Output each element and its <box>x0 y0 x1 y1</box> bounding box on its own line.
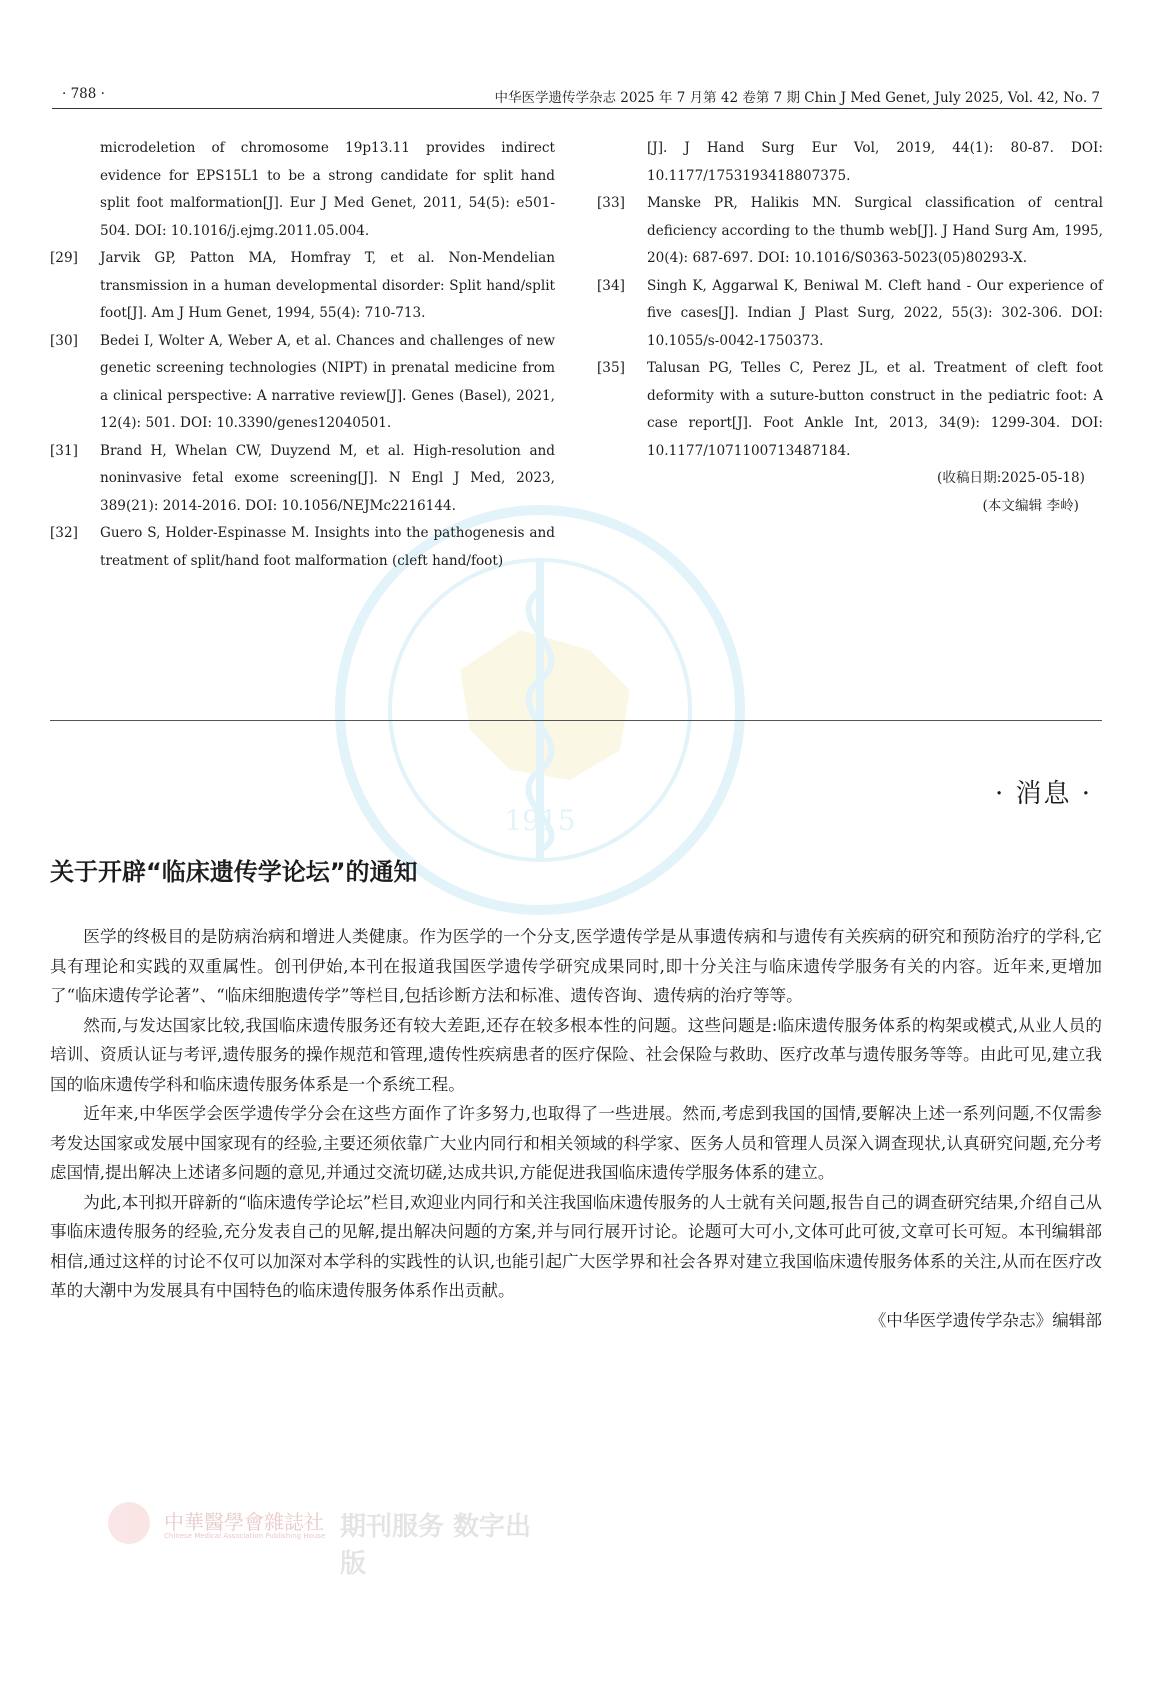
notice-paragraph: 然而,与发达国家比较,我国临床遗传服务还有较大差距,还存在较多根本性的问题。这些问题是:临床遗传服务体系的构架或模式,从业人员的培训、资质认证与考评,遗传服务的操作规范和管理,遗传性疾病患者的医疗保险、社会保险与救助、医疗改革与遗传服务等等。由此可见,建立我国的临床遗传学科和临床遗传服务体系是一个系统工程。 <box>50 1015 1102 1094</box>
notice-body <box>50 922 1102 1335</box>
reference-item: [33] Manske PR, Halikis MN. Surgical classification of central deficiency according to the thumb web[J]. J Hand Surg Am, 1995, 20(4): 687-697. DOI: 10.1016/S0363-5023(05)80293-X. <box>597 195 1103 266</box>
notice-signature: 《中华医学遗传学杂志》编辑部 <box>869 1310 1102 1330</box>
page-number: · 788 · <box>62 86 105 102</box>
reference-list-left <box>50 135 555 575</box>
received-date: (收稿日期:2025-05-18) <box>937 470 1085 486</box>
notice-paragraph: 近年来,中华医学会医学遗传学分会在这些方面作了许多努力,也取得了一些进展。然而,考虑到我国的国情,要解决上述一系列问题,不仅需参考发达国家或发展中国家现有的经验,主要还须依靠广大业内同行和相关领域的科学家、医务人员和管理人员深入调查现状,认真研究问题,充分考虑国情,提出解决上述诸多问题的意见,并通过交流切磋,达成共识,方能促进我国临床遗传学服务体系的建立。 <box>50 1104 1102 1182</box>
reference-item: [31] Brand H, Whelan CW, Duyzend M, et al. High-resolution and noninvasive fetal exome screening[J]. N Engl J Med, 2023, 389(21): 2014-2016. DOI: 10.1056/NEJMc2216144. <box>50 442 555 514</box>
reference-item: [34] Singh K, Aggarwal K, Beniwal M. Cleft hand - Our experience of five cases[J]. Indian J Plast Surg, 2022, 55(3): 302-306. DOI: 10.1055/s-0042-1750373. <box>597 277 1103 349</box>
article-meta <box>597 465 1103 520</box>
publisher-name: 中華醫學會雜誌社 <box>164 1510 324 1534</box>
reference-item: [30] Bedei I, Wolter A, Weber A, et al. Chances and challenges of new genetic screening technologies (NIPT) in prenatal medicine from a clinical perspective: A narrative review[J]. Genes (Basel), 2021, 12(4): 501. DOI: 10.3390/genes12040501. <box>50 332 555 431</box>
section-divider <box>50 720 1102 721</box>
reference-item: [J]. J Hand Surg Eur Vol, 2019, 44(1): 80-87. DOI: 10.1177/1753193418807375. <box>647 140 1103 184</box>
page-header <box>52 84 1102 109</box>
reference-item: [29] Jarvik GP, Patton MA, Homfray T, et al. Non-Mendelian transmission in a human developmental disorder: Split hand/split foot[J]. Am J Hum Genet, 1994, 55(4): 710-713. <box>50 250 555 321</box>
reference-list-right <box>597 135 1103 520</box>
publisher-flower-icon <box>108 1502 150 1544</box>
notice-title: 关于开辟“临床遗传学论坛”的通知 <box>50 858 418 886</box>
section-tag: · 消息 · <box>994 779 1092 809</box>
publisher-logo-watermark <box>108 1500 538 1579</box>
publisher-brand: 期刊服务 数字出版 <box>340 1512 532 1579</box>
reference-item: [35] Talusan PG, Telles C, Perez JL, et al. Treatment of cleft foot deformity with a suture-button construct in the pediatric foot: A case report[J]. Foot Ankle Int, 2013, 34(9): 1299-304. DOI: 10.1177/1071100713487184. <box>597 360 1103 459</box>
reference-item: [32] Guero S, Holder-Espinasse M. Insights into the pathogenesis and treatment of split/hand foot malformation (cleft hand/foot) <box>50 525 555 569</box>
notice-paragraph: 医学的终极目的是防病治病和增进人类健康。作为医学的一个分支,医学遗传学是从事遗传病和与遗传有关疾病的研究和预防治疗的学科,它具有理论和实践的双重属性。创刊伊始,本刊在报道我国医学遗传学研究成果同时,即十分关注与临床遗传学服务有关的内容。近年来,更增加了“临床遗传学论著”、“临床细胞遗传学”等栏目,包括诊断方法和标准、遗传咨询、遗传病的治疗等等。 <box>50 927 1102 1005</box>
watermark-year: 1915 <box>504 804 576 837</box>
notice-paragraph: 为此,本刊拟开辟新的“临床遗传学论坛”栏目,欢迎业内同行和关注我国临床遗传服务的人士就有关问题,报告自己的调查研究结果,介绍自己从事临床遗传服务的经验,充分发表自己的见解,提出解决问题的方案,并与同行展开讨论。论题可大可小,文体可此可彼,文章可长可短。本刊编辑部相信,通过这样的讨论不仅可以加深对本学科的实践性的认识,也能引起广大医学界和社会各界对建立我国临床遗传服务体系的关注,从而在医疗改革的大潮中为发展具有中国特色的临床遗传服务体系作出贡献。 <box>50 1192 1102 1300</box>
editor-credit: (本文编辑 李岭) <box>982 497 1079 514</box>
publisher-name-en: Chinese Medical Association Publishing House <box>164 1532 326 1540</box>
reference-item: microdeletion of chromosome 19p13.11 provides indirect evidence for EPS15L1 to be a strong candidate for split hand split foot malformation[J]. Eur J Med Genet, 2011, 54(5): e501-504. DOI: 10.1016/j.ejmg.2011.05.004. <box>100 140 555 239</box>
journal-running-title: 中华医学遗传学杂志 2025 年 7 月第 42 卷第 7 期 Chin J Med Genet, July 2025, Vol. 42, No. 7 <box>494 90 1100 106</box>
